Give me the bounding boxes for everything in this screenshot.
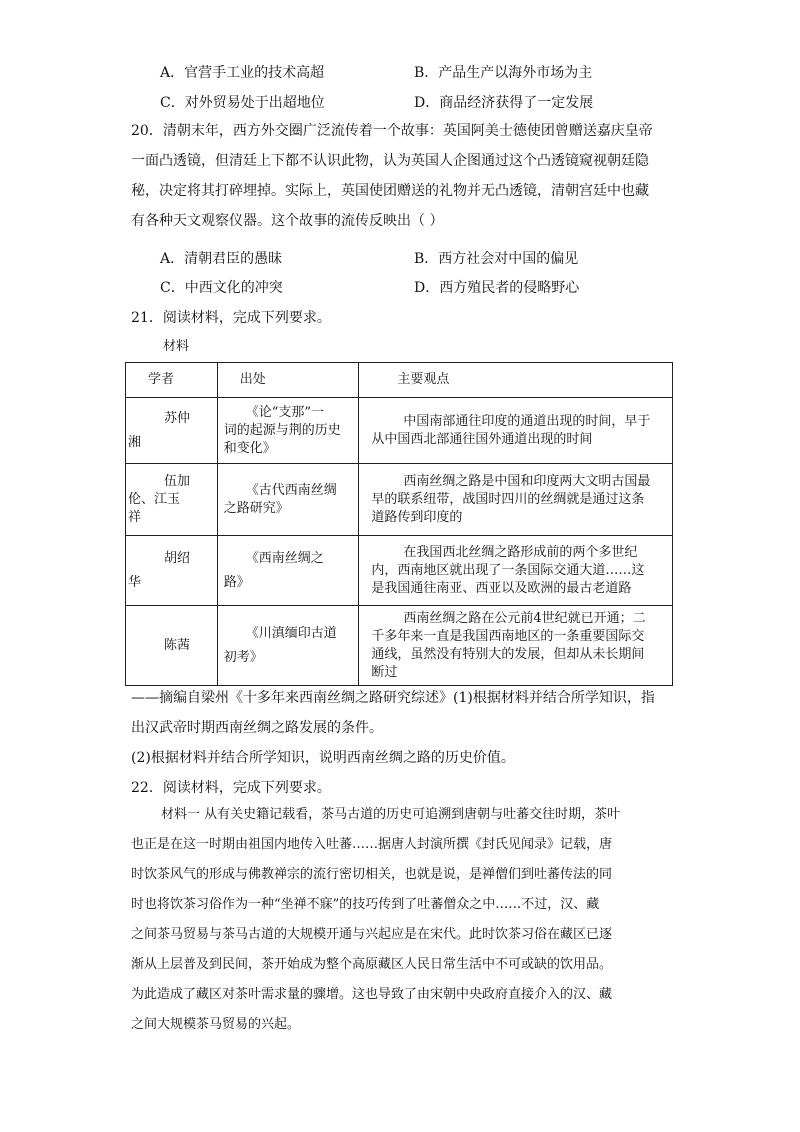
material1-line: 时饮茶风气的形成与佛教禅宗的流行密切相关，也就是说，是禅僧们到吐蕃传法的同 — [131, 867, 613, 882]
material1-line: 材料一 从有关史籍记载看，茶马古道的历史可追溯到唐朝与吐蕃交往时期，茶叶 — [161, 807, 621, 822]
scholar-cell: 伍加 伦、江玉 祥 — [126, 464, 218, 536]
table-row — [126, 536, 673, 606]
material-label: 材料 — [163, 339, 190, 354]
q19-option-d: D．商品经济获得了一定发展 — [414, 95, 594, 111]
material-table — [125, 362, 673, 686]
material1-line: 之间大规模茶马贸易的兴起。 — [131, 1017, 301, 1032]
q19-option-a: A．官营手工业的技术高超 — [160, 65, 325, 81]
q19-option-c: C．对外贸易处于出超地位 — [160, 95, 325, 111]
q21-citation-and-part1 — [131, 683, 671, 803]
q20-line: 秘，决定将其打碎埋掉。实际上，英国使团赠送的礼物并无凸透镜，清朝宫廷中也藏 — [131, 183, 649, 199]
q22-stem: 22．阅读材料，完成下列要求。 — [131, 780, 331, 796]
material1-line: 为此造成了藏区对茶叶需求量的骤增。这也导致了由宋朝中央政府直接介入的汉、藏 — [131, 987, 613, 1002]
scholar-cell: 胡绍 华 — [126, 536, 218, 606]
view-cell: 中国南部通往印度的通道出现的时间，早于 从中国西北部通往国外通道出现的时间 — [359, 398, 673, 464]
q20-line: 一面凸透镜，但清廷上下都不认识此物，认为英国人企图通过这个凸透镜窥视朝廷隐 — [131, 153, 649, 169]
source-cell: 《古代西南丝绸 之路研究》 — [217, 464, 359, 536]
q20-option-a: A．清朝君臣的愚昧 — [160, 251, 283, 267]
q20-line: 有各种天文观察仪器。这个故事的流传反映出（ ） — [131, 213, 444, 229]
view-cell: 在我国西北丝绸之路形成前的两个多世纪 内，西南地区就出现了一条国际交通大道……这 是我国通往南亚、西亚以及欧洲的最古老道路 — [359, 536, 673, 606]
material1-line: 也正是在这一时期由祖国内地传入吐蕃……据唐人封演所撰《封氏见闻录》记载，唐 — [131, 837, 613, 852]
material1-line: 渐从上层普及到民间，茶开始成为整个高原藏区人民日常生活中不可或缺的饮用品。 — [131, 957, 613, 972]
citation-line: ——摘编自梁州《十多年来西南丝绸之路研究综述》(1)根据材料并结合所学知识，指 — [131, 690, 655, 706]
view-cell: 西南丝绸之路是中国和印度两大文明古国最 早的联系纽带，战国时四川的丝绸就是通过这条 道路传到印度的 — [359, 464, 673, 536]
table-row — [126, 464, 673, 536]
table-header-row — [126, 363, 673, 398]
scholar-cell: 苏仲 湘 — [126, 398, 218, 464]
material1-line: 之间茶马贸易与茶马古道的大规模开通与兴起应是在宋代。此时饮茶习俗在藏区已逐 — [131, 927, 613, 942]
header-source: 出处 — [217, 363, 359, 398]
q21-stem: 21．阅读材料，完成下列要求。 — [131, 310, 331, 326]
part1-line: 出汉武帝时期西南丝绸之路发展的条件。 — [131, 720, 383, 736]
scholar-cell: 陈茜 — [126, 606, 218, 686]
q20-option-d: D．西方殖民者的侵略野心 — [414, 280, 580, 296]
source-cell: 《西南丝绸之 路》 — [217, 536, 359, 606]
header-view: 主要观点 — [359, 363, 673, 398]
source-cell: 《川滇缅印古道 初考》 — [217, 606, 359, 686]
source-cell: 《论“支那”一 词的起源与荆的历史 和变化》 — [217, 398, 359, 464]
material1-line: 时也将饮茶习俗作为一种“坐禅不寐”的技巧传到了吐蕃僧众之中……不过，汉、藏 — [131, 897, 600, 912]
header-scholar: 学者 — [126, 363, 218, 398]
q21-part2: (2)根据材料并结合所学知识，说明西南丝绸之路的历史价值。 — [131, 750, 515, 766]
q19-option-b: B．产品生产以海外市场为主 — [414, 65, 593, 81]
view-cell: 西南丝绸之路在公元前4世纪就已开通；二 千多年来一直是我国西南地区的一条重要国际交 通线，虽然没有特别大的发展，但却从未长期间 断过 — [359, 606, 673, 686]
table-row — [126, 606, 673, 686]
q22-material1 — [131, 800, 671, 1040]
q20-option-c: C．中西文化的冲突 — [160, 280, 283, 296]
q20-stem — [131, 116, 671, 236]
q20-line: 20．清朝末年，西方外交圈广泛流传着一个故事：英国阿美士德使团曾赠送嘉庆皇帝 — [131, 123, 653, 139]
table-row — [126, 398, 673, 464]
q20-option-b: B．西方社会对中国的偏见 — [414, 251, 579, 267]
